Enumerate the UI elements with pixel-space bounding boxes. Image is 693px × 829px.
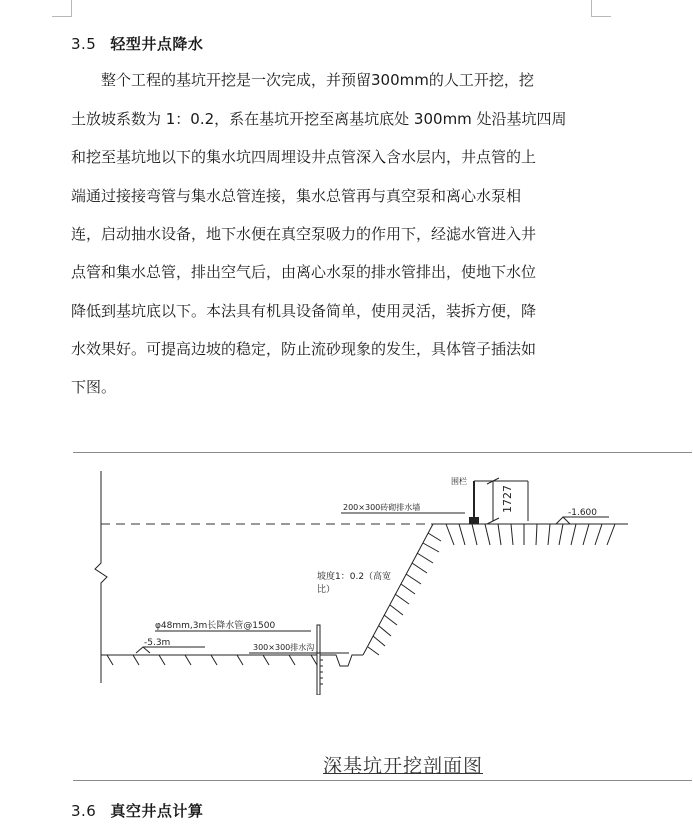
drain-wall-label: 200×300砖砌排水墙 [343, 503, 421, 512]
ground-hatch [446, 524, 615, 545]
page-corner-mark-left [71, 0, 72, 16]
page-corner-mark-right [591, 0, 592, 16]
section-number: 3.6 [71, 802, 97, 820]
slope-label-line-1: 坡度1：0.2（高宽 [317, 572, 392, 582]
slope-label-line-2: 比） [317, 585, 336, 595]
paragraph-line: 土放坡系数为 1：0.2，系在基坑开挖至离基坑底处 300mm 处沿基坑四周 [71, 110, 567, 128]
height-dimension-label: 1727 [501, 485, 514, 513]
figure-caption: 深基坑开挖剖面图 [323, 755, 484, 777]
drain-ditch-label: 300×300排水沟 [253, 643, 315, 652]
paragraph-line: 点管和集水总管，排出空气后，由离心水泵的排水管排出，使地下水位 [71, 263, 537, 281]
section-heading-3-6 [71, 800, 203, 821]
drain-wall-block [469, 517, 479, 524]
paragraph-line: 整个工程的基坑开挖是一次完成，并预留300mm的人工开挖，挖 [71, 71, 534, 89]
paragraph-line: 水效果好。可提高边坡的稳定，防止流砂现象的发生，具体管子插法如 [71, 340, 537, 358]
pit-bottom-line [101, 655, 363, 666]
left-boundary-line [95, 471, 107, 683]
figure-top-rule [73, 452, 692, 453]
page-corner-mark-left [52, 16, 72, 17]
section-title: 轻型井点降水 [110, 35, 204, 53]
paragraph-line: 端通过接接弯管与集水总管连接，集水总管再与真空泵和离心水泵相 [71, 187, 522, 205]
bottom-level-label: -5.3m [144, 638, 171, 648]
section-title: 真空井点计算 [110, 802, 204, 820]
page-corner-mark-right [591, 16, 611, 17]
figure-bottom-rule [73, 780, 692, 781]
paragraph-line: 下图。 [71, 378, 117, 396]
slope-hatch [368, 533, 441, 655]
paragraph-line: 降低到基坑底以下。本法具有机具设备简单，使用灵活，装拆方便，降 [71, 302, 537, 320]
section-heading-3-5 [71, 33, 203, 54]
well-pipe-label: φ48mm,3m长降水管@1500 [155, 621, 276, 631]
ground-level-label: -1.600 [568, 508, 598, 518]
section-number: 3.5 [71, 35, 97, 53]
paragraph-line: 连，启动抽水设备，地下水便在真空泵吸力的作用下，经滤水管进入井 [71, 225, 537, 243]
excavation-section-drawing [73, 455, 693, 695]
excavation-slope-line [363, 524, 433, 655]
level-marker [556, 517, 570, 524]
bottom-hatch [107, 655, 317, 665]
paragraph-line: 和挖至基坑地以下的集水坑四周埋设井点管深入含水层内，井点管的上 [71, 148, 537, 166]
well-point-pipe [317, 625, 320, 695]
fence-label: 围栏 [451, 477, 467, 486]
